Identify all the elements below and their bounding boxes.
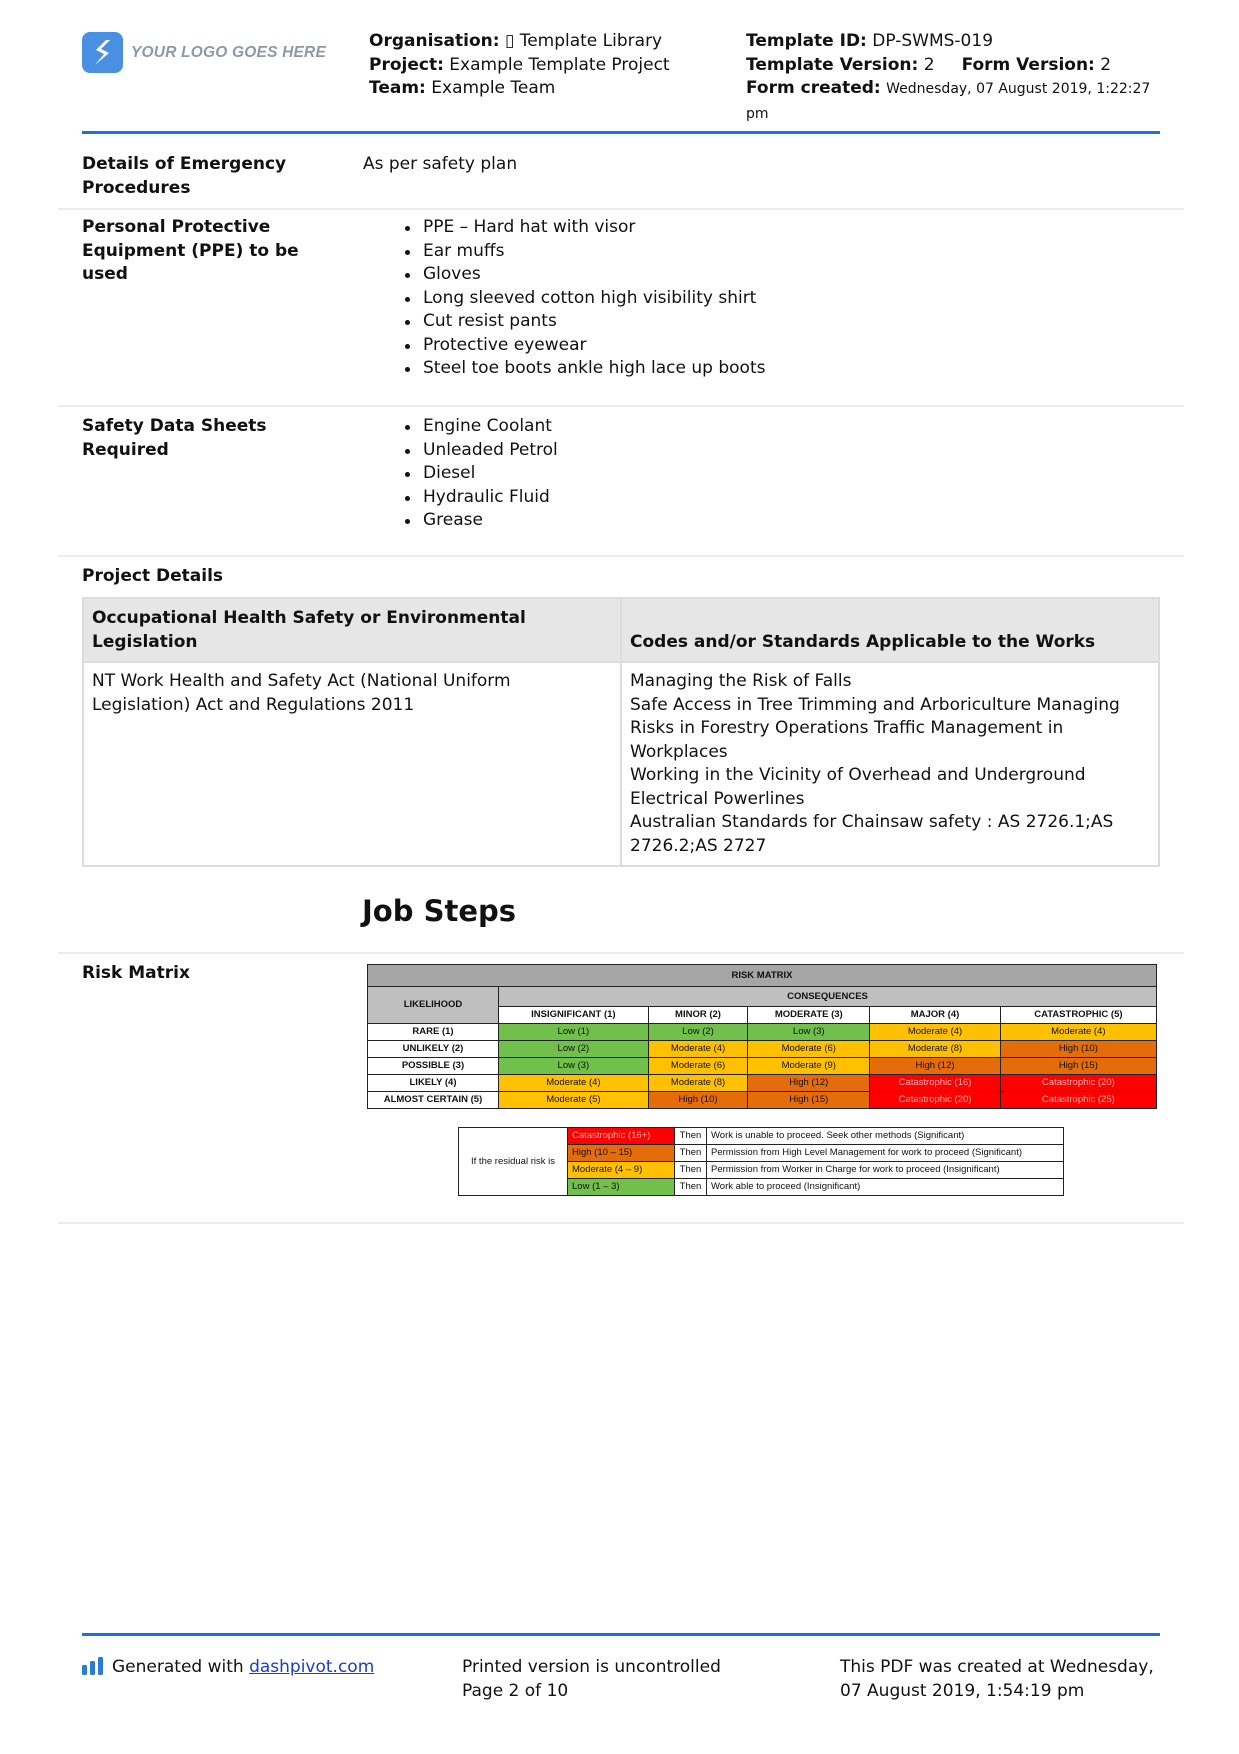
page-number: Page 2 of 10 — [462, 1680, 569, 1701]
project-label: Project: — [369, 54, 444, 75]
header-project-info — [369, 30, 670, 101]
risk-cell: High (10) — [1000, 1041, 1156, 1058]
legend-action: Work able to proceed (Insignificant) — [707, 1179, 1064, 1196]
list-item: Unleaded Petrol — [403, 439, 558, 463]
codes-line: Safe Access in Tree Trimming and Arboriculture Managing Risks in Forestry Operations Traffic Management in Workplaces — [630, 694, 1120, 762]
dashpivot-link[interactable]: dashpivot.com — [249, 1657, 375, 1677]
risk-cell: Catastrophic (20) — [1000, 1075, 1156, 1092]
ppe-list — [403, 216, 765, 381]
generated-prefix: Generated with — [112, 1657, 250, 1677]
legend-level: Catastrophic (16+) — [568, 1128, 675, 1145]
consequences-header: CONSEQUENCES — [499, 987, 1157, 1007]
likelihood-row-header: UNLIKELY (2) — [368, 1041, 499, 1058]
logo-text: YOUR LOGO GOES HERE — [131, 43, 326, 61]
list-item: Diesel — [403, 462, 558, 486]
template-id-label: Template ID: — [746, 31, 867, 51]
legend-then: Then — [675, 1162, 707, 1179]
risk-cell: Low (2) — [499, 1041, 649, 1058]
legislation-header: Occupational Health Safety or Environmental Legislation — [83, 598, 621, 662]
emergency-procedures-value: As per safety plan — [363, 154, 518, 174]
logo-icon — [82, 32, 123, 73]
residual-risk-prefix: If the residual risk is — [459, 1128, 568, 1196]
risk-cell: Low (3) — [499, 1058, 649, 1075]
legend-action: Permission from High Level Management for work to proceed (Significant) — [707, 1145, 1064, 1162]
likelihood-row-header: LIKELY (4) — [368, 1075, 499, 1092]
ppe-label: Personal Protective Equipment (PPE) to be used — [82, 217, 299, 284]
list-item: Long sleeved cotton high visibility shirt — [403, 287, 765, 311]
safety-data-sheets-row — [58, 407, 1184, 557]
job-steps-heading: Job Steps — [362, 894, 517, 928]
template-version-label: Template Version: — [746, 54, 919, 75]
risk-cell: Moderate (6) — [648, 1058, 747, 1075]
form-version-label: Form Version: — [961, 54, 1095, 75]
codes-line: Working in the Vicinity of Overhead and Underground Electrical Powerlines — [630, 765, 1086, 809]
legend-action: Permission from Worker in Charge for work to proceed (Insignificant) — [707, 1162, 1064, 1179]
project-details-title: Project Details — [82, 566, 224, 586]
risk-cell: High (15) — [748, 1092, 870, 1109]
risk-cell: Catastrophic (16) — [870, 1075, 1000, 1092]
footer-page-info — [462, 1656, 721, 1703]
risk-cell: Moderate (8) — [870, 1041, 1000, 1058]
likelihood-row-header: POSSIBLE (3) — [368, 1058, 499, 1075]
risk-cell: High (15) — [1000, 1058, 1156, 1075]
safety-data-sheets-label: Safety Data Sheets Required — [82, 416, 267, 460]
team-label: Team: — [369, 78, 426, 98]
consequence-header: MODERATE (3) — [748, 1007, 870, 1024]
risk-cell: Moderate (4) — [499, 1075, 649, 1092]
project-value: Example Template Project — [449, 54, 670, 75]
codes-line: Managing the Risk of Falls — [630, 671, 852, 691]
risk-cell: Catastrophic (25) — [1000, 1092, 1156, 1109]
risk-cell: Moderate (4) — [870, 1024, 1000, 1041]
consequence-header: INSIGNIFICANT (1) — [499, 1007, 649, 1024]
risk-cell: Moderate (4) — [1000, 1024, 1156, 1041]
risk-matrix-title: RISK MATRIX — [368, 965, 1157, 987]
template-id-value: DP-SWMS-019 — [872, 31, 994, 51]
list-item: Steel toe boots ankle high lace up boots — [403, 357, 765, 381]
list-item: PPE – Hard hat with visor — [403, 216, 765, 240]
residual-risk-legend — [458, 1127, 1064, 1196]
likelihood-row-header: ALMOST CERTAIN (5) — [368, 1092, 499, 1109]
likelihood-row-header: RARE (1) — [368, 1024, 499, 1041]
legend-then: Then — [675, 1128, 707, 1145]
legend-action: Work is unable to proceed. Seek other methods (Significant) — [707, 1128, 1064, 1145]
organisation-label: Organisation: — [369, 31, 500, 51]
legend-level: Moderate (4 – 9) — [568, 1162, 675, 1179]
safety-data-sheets-list — [403, 415, 558, 533]
template-version-value: 2 — [923, 54, 935, 75]
list-item: Cut resist pants — [403, 310, 765, 334]
consequence-header: MINOR (2) — [648, 1007, 747, 1024]
list-item: Gloves — [403, 263, 765, 287]
pdf-created: This PDF was created at Wednesday, 07 August 2019, 1:54:19 pm — [840, 1657, 1154, 1701]
risk-cell: Moderate (8) — [648, 1075, 747, 1092]
page-header — [82, 30, 1160, 134]
consequence-header: MAJOR (4) — [870, 1007, 1000, 1024]
risk-cell: High (12) — [870, 1058, 1000, 1075]
project-details-table — [82, 597, 1160, 867]
list-item: Grease — [403, 509, 558, 533]
organisation-value: ▯ Template Library — [504, 31, 663, 51]
legend-then: Then — [675, 1179, 707, 1196]
legend-level: Low (1 – 3) — [568, 1179, 675, 1196]
risk-cell: Low (2) — [648, 1024, 747, 1041]
codes-line: Australian Standards for Chainsaw safety : AS 2726.1;AS 2726.2;AS 2727 — [630, 812, 1114, 856]
legislation-cell: NT Work Health and Safety Act (National Uniform Legislation) Act and Regulations 2011 — [83, 662, 621, 866]
list-item: Hydraulic Fluid — [403, 486, 558, 510]
consequence-header: CATASTROPHIC (5) — [1000, 1007, 1156, 1024]
risk-matrix-label: Risk Matrix — [82, 963, 190, 983]
likelihood-header: LIKELIHOOD — [368, 987, 499, 1024]
codes-cell — [621, 662, 1159, 866]
risk-cell: Catastrophic (20) — [870, 1092, 1000, 1109]
company-logo — [82, 32, 326, 73]
risk-cell: Moderate (6) — [748, 1041, 870, 1058]
risk-cell: Low (3) — [748, 1024, 870, 1041]
legend-level: High (10 – 15) — [568, 1145, 675, 1162]
risk-cell: Moderate (5) — [499, 1092, 649, 1109]
list-item: Protective eyewear — [403, 334, 765, 358]
codes-header: Codes and/or Standards Applicable to the Works — [621, 598, 1159, 662]
team-value: Example Team — [431, 78, 556, 98]
ppe-row — [58, 210, 1184, 407]
dashpivot-bars-icon — [82, 1657, 104, 1683]
emergency-procedures-label: Details of Emergency Procedures — [82, 154, 287, 198]
risk-cell: High (12) — [748, 1075, 870, 1092]
footer-generated — [82, 1656, 374, 1683]
legend-then: Then — [675, 1145, 707, 1162]
page-footer — [82, 1633, 1160, 1701]
header-template-info — [746, 30, 1166, 126]
risk-cell: High (10) — [648, 1092, 747, 1109]
risk-cell: Moderate (9) — [748, 1058, 870, 1075]
risk-cell: Moderate (4) — [648, 1041, 747, 1058]
form-version-value: 2 — [1100, 54, 1112, 75]
risk-cell: Low (1) — [499, 1024, 649, 1041]
uncontrolled-notice: Printed version is uncontrolled — [462, 1657, 721, 1677]
risk-matrix-table — [367, 964, 1157, 1109]
emergency-procedures-row — [58, 150, 1184, 210]
list-item: Engine Coolant — [403, 415, 558, 439]
form-created-label: Form created: — [746, 78, 881, 98]
list-item: Ear muffs — [403, 240, 765, 264]
form-created-value: Wednesday, 07 August 2019, 1:22:27 pm — [746, 81, 1151, 122]
